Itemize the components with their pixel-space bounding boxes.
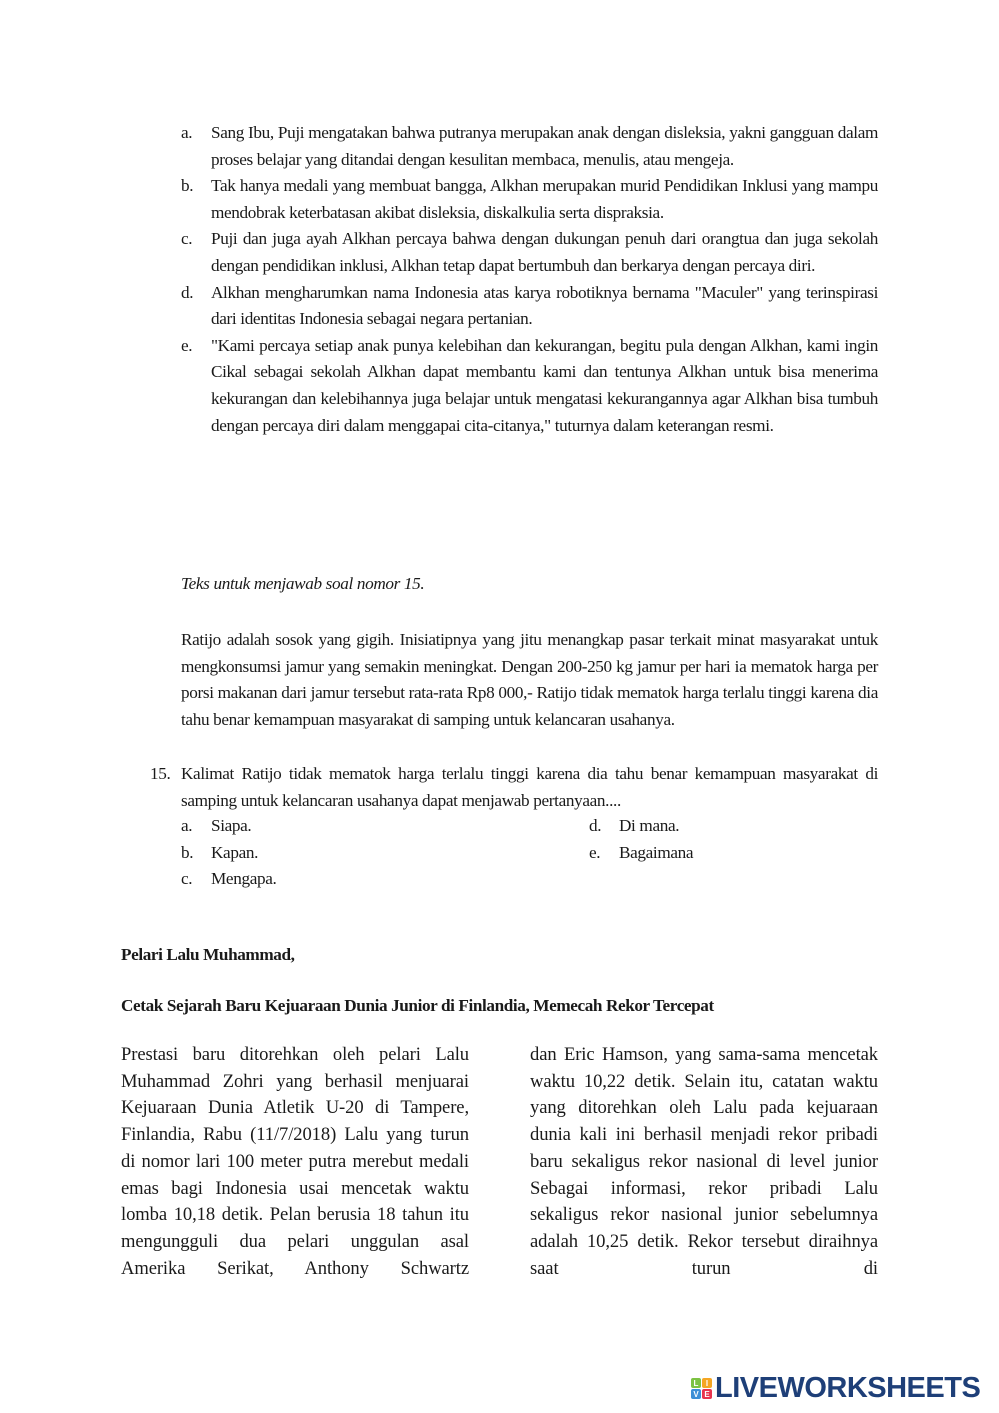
logo-wordmark: LIVEWORKSHEETS: [715, 1372, 981, 1404]
question-15: [150, 761, 878, 814]
option-label: b.: [181, 176, 194, 196]
logo-block-e: E: [702, 1389, 712, 1399]
option-label: a.: [181, 123, 193, 142]
option-text: Tak hanya medali yang membuat bangga, Alkhan merupakan murid Pendidikan Inklusi yang mampu mendobrak keterbatasan akibat disleksia, diskalkulia serta dispraksia.: [211, 176, 878, 222]
article-column-left: Prestasi baru ditorehkan oleh pelari Lalu Muhammad Zohri yang berhasil menjuarai Kejuaraan Dunia Atletik U-20 di Tampere, Finlandia, Rabu (11/7/2018) Lalu yang turun di nomor lari 100 meter putra merebut medali emas bagi Indonesia usai mencetak waktu lomba 10,18 detik. Pelan berusia 18 tahun itu mengungguli dua pelari unggulan asal Amerika Serikat, Anthony Schwartz: [121, 1044, 469, 1279]
choice-a[interactable]: [181, 813, 589, 840]
choice-label: c.: [181, 869, 193, 889]
option-e: [181, 333, 878, 439]
answer-options-list: [181, 120, 878, 439]
option-text: "Kami percaya setiap anak punya kelebihan dan kekurangan, begitu pula dengan Alkhan, kami ingin Cikal sebagai sekolah Alkhan dapat membantu kami dan tentunya Alkhan untuk bisa menerima kekurangan dan kelebihannya juga belajar untuk mengatasi kekurangannya agar Alkhan bisa tumbuh dengan percaya diri dalam menggapai cita-citanya," tuturnya dalam keterangan resmi.: [211, 335, 878, 435]
question-number: 15.: [150, 764, 171, 783]
choice-text: Di mana.: [619, 816, 680, 835]
article-column-right: dan Eric Hamson, yang sama-sama mencetak waktu 10,22 detik. Selain itu, catatan waktu yang ditorehkan oleh Lalu pada kejuaraan dunia kali ini berhasil menjadi rekor pribadi baru sekaligus rekor nasional di level junior Sebagai informasi, rekor pribadi Lalu sekaligus rekor nasional junior sebelumnya adalah 10,25 detik. Rekor tersebut diraihnya saat turun di: [530, 1044, 878, 1279]
option-d: [181, 280, 878, 333]
logo-block-i: I: [702, 1378, 712, 1388]
choice-b[interactable]: [181, 840, 589, 867]
question-15-options: [181, 813, 878, 893]
choice-d[interactable]: [589, 813, 878, 840]
logo-block-l: L: [691, 1378, 701, 1388]
choice-text: Siapa.: [211, 816, 252, 835]
question-text: Kalimat Ratijo tidak mematok harga terlalu tinggi karena dia tahu benar kemampuan masyarakat di samping untuk kelancaran usahanya dapat menjawab pertanyaan....: [181, 764, 878, 810]
article-heading-1: Pelari Lalu Muhammad,: [121, 945, 295, 964]
option-c: [181, 226, 878, 279]
option-label: d.: [181, 282, 194, 302]
option-label: e.: [181, 335, 193, 355]
logo-block-v: V: [691, 1389, 701, 1399]
live-blocks-icon: [691, 1378, 712, 1399]
choice-e[interactable]: [589, 840, 878, 867]
option-text: Sang Ibu, Puji mengatakan bahwa putranya merupakan anak dengan disleksia, yakni gangguan dalam proses belajar yang ditandai dengan kesulitan membaca, menulis, atau mengeja.: [211, 123, 878, 169]
option-a: [181, 120, 878, 173]
article-heading-2: Cetak Sejarah Baru Kejuaraan Dunia Junior di Finlandia, Memecah Rekor Tercepat: [121, 996, 714, 1015]
liveworksheets-logo: [691, 1374, 980, 1403]
option-b: [181, 173, 878, 226]
choice-text: Mengapa.: [211, 869, 277, 889]
option-text: Alkhan mengharumkan nama Indonesia atas karya robotiknya bernama "Maculer" yang terinspirasi dari identitas Indonesia sebagai negara pertanian.: [211, 282, 878, 329]
choice-label: e.: [589, 842, 601, 862]
passage-text: Ratijo adalah sosok yang gigih. Inisiatipnya yang jitu menangkap pasar terkait minat masyarakat untuk mengkonsumsi jamur yang semakin meningkat. Dengan 200-250 kg jamur per hari ia mematok harga per porsi makanan dari jamur tersebut rata-rata Rp8 000,- Ratijo tidak mematok harga terlalu tinggi karena dia tahu benar kemampuan masyarakat di samping untuk kelancaran usahanya.: [181, 630, 878, 729]
option-label: c.: [181, 229, 193, 249]
choice-c[interactable]: [181, 866, 589, 893]
choice-label: d.: [589, 816, 602, 835]
choice-text: Kapan.: [211, 842, 259, 862]
passage-intro: Teks untuk menjawab soal nomor 15.: [181, 574, 425, 593]
choice-text: Bagaimana: [619, 842, 694, 862]
option-text: Puji dan juga ayah Alkhan percaya bahwa dengan dukungan penuh dari orangtua dan juga sekolah dengan pendidikan inklusi, Alkhan tetap dapat bertumbuh dan berkarya dengan percaya diri.: [211, 229, 878, 275]
choice-label: a.: [181, 816, 193, 835]
choice-label: b.: [181, 842, 194, 862]
